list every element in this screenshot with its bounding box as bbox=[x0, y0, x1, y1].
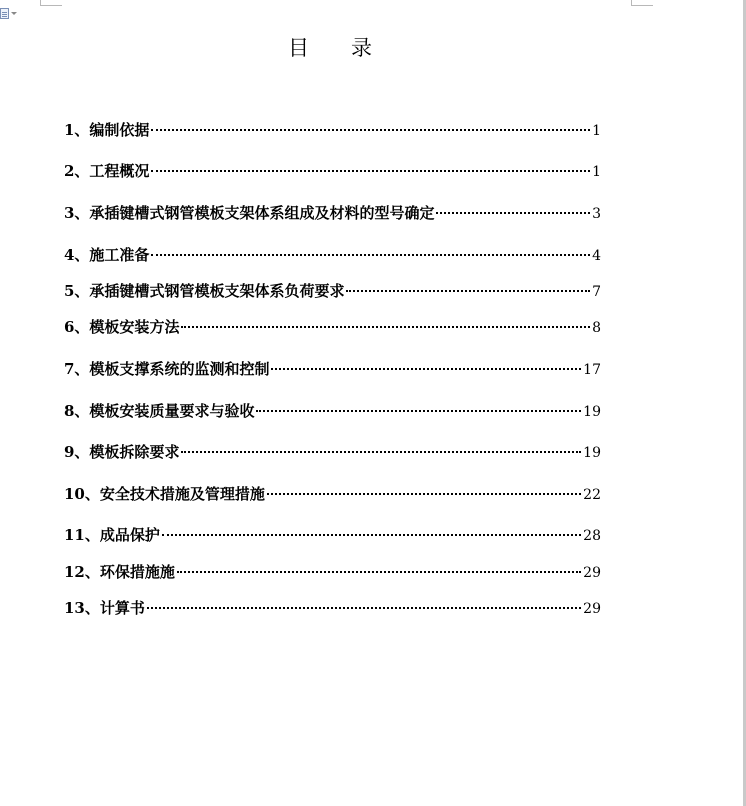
toc-entry[interactable] bbox=[64, 598, 601, 618]
toc-dot-leader bbox=[162, 534, 581, 536]
toc-entry-page: 19 bbox=[583, 445, 601, 461]
toc-entry-page: 28 bbox=[583, 528, 601, 544]
toc-title: 目 录 bbox=[288, 36, 372, 60]
toc-entry[interactable] bbox=[64, 317, 601, 337]
toc-dot-leader bbox=[181, 451, 581, 453]
toc-entry-label: 9、模板拆除要求 bbox=[64, 443, 180, 461]
toc-dot-leader bbox=[147, 607, 581, 609]
toc-entry[interactable] bbox=[64, 161, 601, 181]
toc-entry-page: 4 bbox=[592, 248, 601, 264]
toc-entry[interactable] bbox=[64, 562, 601, 582]
toc-entry-page: 7 bbox=[592, 284, 601, 300]
toc-entry-page: 1 bbox=[592, 123, 601, 139]
toc-entry[interactable] bbox=[64, 245, 601, 265]
toc-entry-label: 11、成品保护 bbox=[64, 526, 160, 544]
toc-entry-label: 13、计算书 bbox=[64, 599, 145, 617]
toc-entry[interactable] bbox=[64, 484, 601, 504]
toc-entry-label: 4、施工准备 bbox=[64, 246, 150, 264]
toc-entry-page: 29 bbox=[583, 601, 601, 617]
toc-entry[interactable] bbox=[64, 359, 601, 379]
toc-dot-leader bbox=[177, 571, 581, 573]
toc-entry-label: 10、安全技术措施及管理措施 bbox=[64, 485, 265, 503]
toc-dot-leader bbox=[151, 170, 590, 172]
toc-entry-page: 19 bbox=[583, 404, 601, 420]
toc-dot-leader bbox=[271, 368, 581, 370]
crop-mark-top-left-h bbox=[40, 5, 62, 6]
toc-entry-page: 22 bbox=[583, 487, 601, 503]
toc-entry-page: 1 bbox=[592, 164, 601, 180]
toc-entry[interactable] bbox=[64, 281, 601, 301]
toc-entry-page: 8 bbox=[592, 320, 601, 336]
toc-entry-label: 5、承插键槽式钢管模板支架体系负荷要求 bbox=[64, 282, 345, 300]
toc-dot-leader bbox=[346, 290, 590, 292]
toc-entry-label: 2、工程概况 bbox=[64, 162, 150, 180]
toc-dot-leader bbox=[256, 410, 581, 412]
crop-mark-top-right-h bbox=[631, 5, 653, 6]
toc-entry-label: 7、模板支撑系统的监测和控制 bbox=[64, 360, 270, 378]
toc-entry[interactable] bbox=[64, 401, 601, 421]
toc-entry[interactable] bbox=[64, 120, 601, 140]
toc-dot-leader bbox=[151, 129, 590, 131]
toc-entry-label: 1、编制依据 bbox=[64, 121, 150, 139]
toc-entry[interactable] bbox=[64, 442, 601, 462]
toc-entry-label: 8、模板安装质量要求与验收 bbox=[64, 402, 255, 420]
document-icon bbox=[0, 8, 9, 19]
toc-dot-leader bbox=[151, 254, 590, 256]
dropdown-caret-icon bbox=[11, 12, 17, 15]
toc-entry-label: 3、承插键槽式钢管模板支架体系组成及材料的型号确定 bbox=[64, 204, 435, 222]
toc-dot-leader bbox=[267, 493, 581, 495]
toc-entry-label: 12、环保措施施 bbox=[64, 563, 175, 581]
toc-entry[interactable] bbox=[64, 525, 601, 545]
toc-dot-leader bbox=[436, 212, 590, 214]
toc-entry-page: 3 bbox=[592, 206, 601, 222]
toc-entry-page: 29 bbox=[583, 565, 601, 581]
toc-entry-label: 6、模板安装方法 bbox=[64, 318, 180, 336]
document-options-icon[interactable] bbox=[0, 5, 24, 21]
toc-entry-page: 17 bbox=[583, 362, 601, 378]
toc-dot-leader bbox=[181, 326, 590, 328]
toc-entry[interactable] bbox=[64, 203, 601, 223]
